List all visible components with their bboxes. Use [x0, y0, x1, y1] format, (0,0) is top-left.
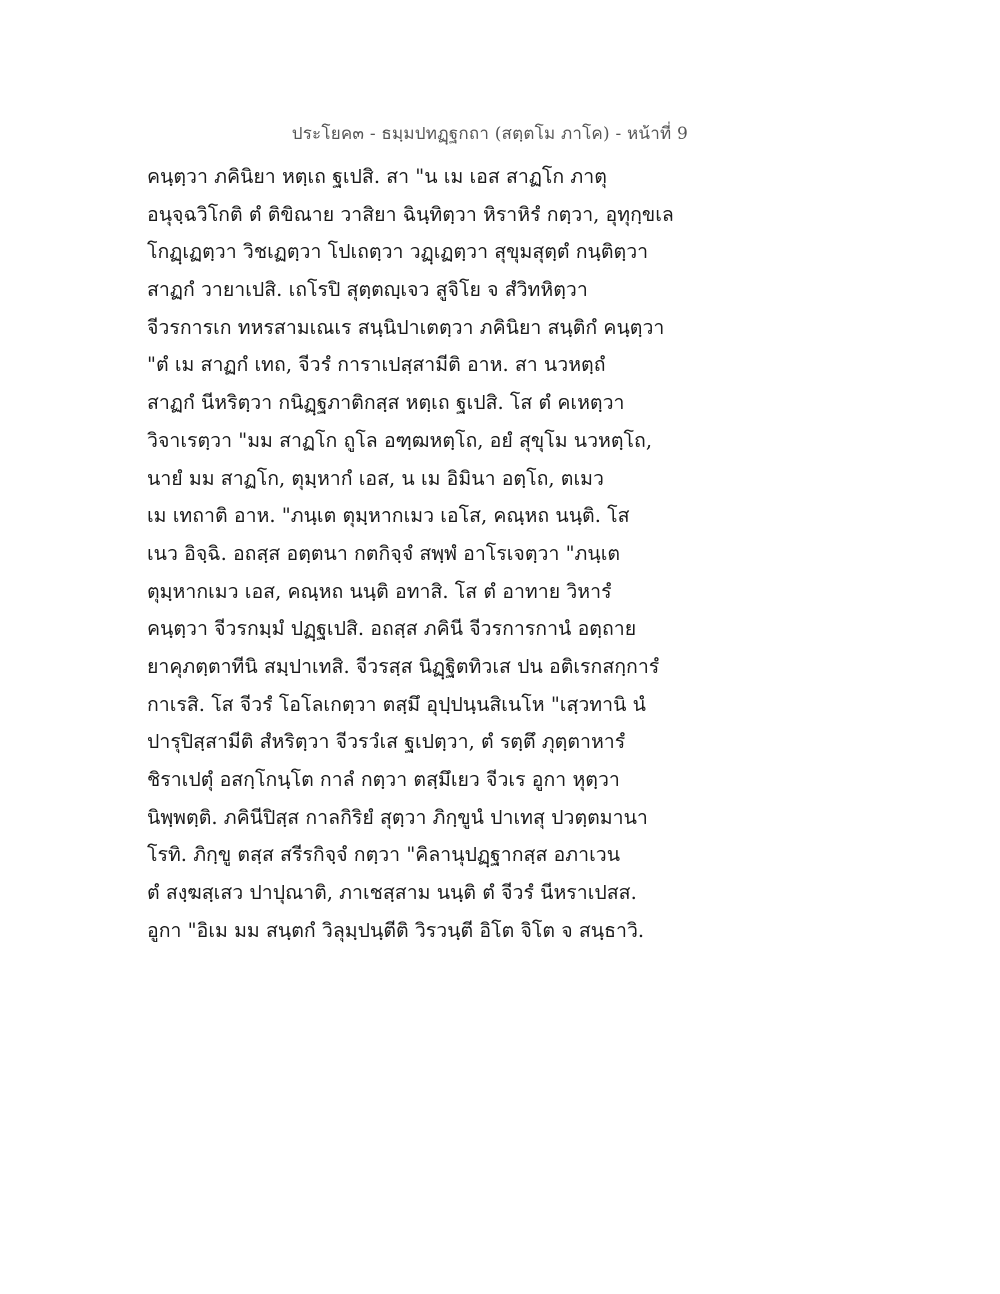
- text-line: ยาคุภตฺตาทีนิ สมฺปาเทสิ. จีวรสฺส นิฏฺฐิตทิวเส ปน อติเรกสกฺการํ: [147, 654, 660, 678]
- body-text: [147, 158, 707, 949]
- text-line: นิพฺพตฺติ. ภคินีปิสฺส กาลกิริยํ สุตฺวา ภิกฺขูนํ ปาเทสุ ปวตฺตมานา: [147, 805, 648, 829]
- text-line: สาฏกํ นีหริตฺวา กนิฏฺฐภาติกสฺส หตฺเถ ฐเปสิ. โส ตํ คเหตฺวา: [147, 391, 625, 415]
- text-line: เม เทถาติ อาห. "ภนฺเต ตุมฺหากเมว เอโส, คณฺหถ นนฺติ. โส: [147, 504, 630, 528]
- text-line: สาฏกํ วายาเปสิ. เถโรปิ สุตฺตญฺเจว สูจิโย จ สํวิทหิตฺวา: [147, 278, 588, 302]
- running-head: ประโยค๓ - ธมฺมปทฏฺฐกถา (สตฺตโม ภาโค) - หน้าที่ 9: [291, 124, 688, 144]
- text-line: "ตํ เม สาฏกํ เทถ, จีวรํ การาเปสฺสามีติ อาห. สา นวหตฺถํ: [147, 353, 606, 377]
- text-line: ตุมฺหากเมว เอส, คณฺหถ นนฺติ อทาสิ. โส ตํ อาทาย วิหารํ: [147, 579, 612, 603]
- text-line: โรทิ. ภิกฺขู ตสฺส สรีรกิจฺจํ กตฺวา "คิลานุปฏฺฐากสฺส อภาเวน: [147, 843, 621, 867]
- text-line: อูกา "อิเม มม สนฺตกํ วิลุมฺปนฺตีติ วิรวนฺตี อิโต จิโต จ สนฺธาวิ.: [147, 918, 645, 942]
- text-line: โกฏฺเฏตฺวา วิชเฏตฺวา โปเถตฺวา วฏฺเฏตฺวา สุขุมสุตฺตํ กนฺติตฺวา: [147, 240, 649, 264]
- text-line: วิจาเรตฺวา "มม สาฏโก ถูโล อฑฺฒหตฺโถ, อยํ สุขุโม นวหตฺโถ,: [147, 428, 653, 452]
- text-line: กาเรสิ. โส จีวรํ โอโลเกตฺวา ตสฺมึ อุปฺปนฺนสิเนโห "เสฺวทานิ นํ: [147, 692, 646, 716]
- text-line: คนฺตฺวา ภคินิยา หตฺเถ ฐเปสิ. สา "น เม เอส สาฏโก ภาตุ: [147, 165, 607, 188]
- text-line: ชิราเปตุํ อสกฺโกนฺโต กาลํ กตฺวา ตสฺมึเยว จีวเร อูกา หุตฺวา: [147, 768, 620, 791]
- text-line: จีวรการเก ทหรสามเณเร สนฺนิปาเตตฺวา ภคินิยา สนฺติกํ คนฺตฺวา: [147, 315, 665, 339]
- text-line: เนว อิจฺฉิ. อถสฺส อตฺตนา กตกิจฺจํ สพฺพํ อาโรเจตฺวา "ภนฺเต: [147, 541, 621, 565]
- text-line: ตํ สงฺฆสฺเสว ปาปุณาติ, ภาเชสฺสาม นนฺติ ตํ จีวรํ นีหราเปสส.: [147, 881, 637, 905]
- text-line: คนฺตฺวา จีวรกมฺมํ ปฏฺฐเปสิ. อถสฺส ภคินี จีวรการกานํ อตฺถาย: [147, 617, 637, 641]
- text-line: นายํ มม สาฏโก, ตุมฺหากํ เอส, น เม อิมินา อตฺโถ, ตเมว: [147, 466, 604, 490]
- text-line: ปารุปิสฺสามีติ สํหริตฺวา จีวรวํเส ฐเปตฺวา, ตํ รตฺตึ ภุตฺตาหารํ: [147, 730, 626, 754]
- text-line: อนุจฺฉวิโกติ ตํ ติขิณาย วาสิยา ฉินฺทิตฺวา หิราหิรํ กตฺวา, อุทุกฺขเล: [147, 202, 674, 226]
